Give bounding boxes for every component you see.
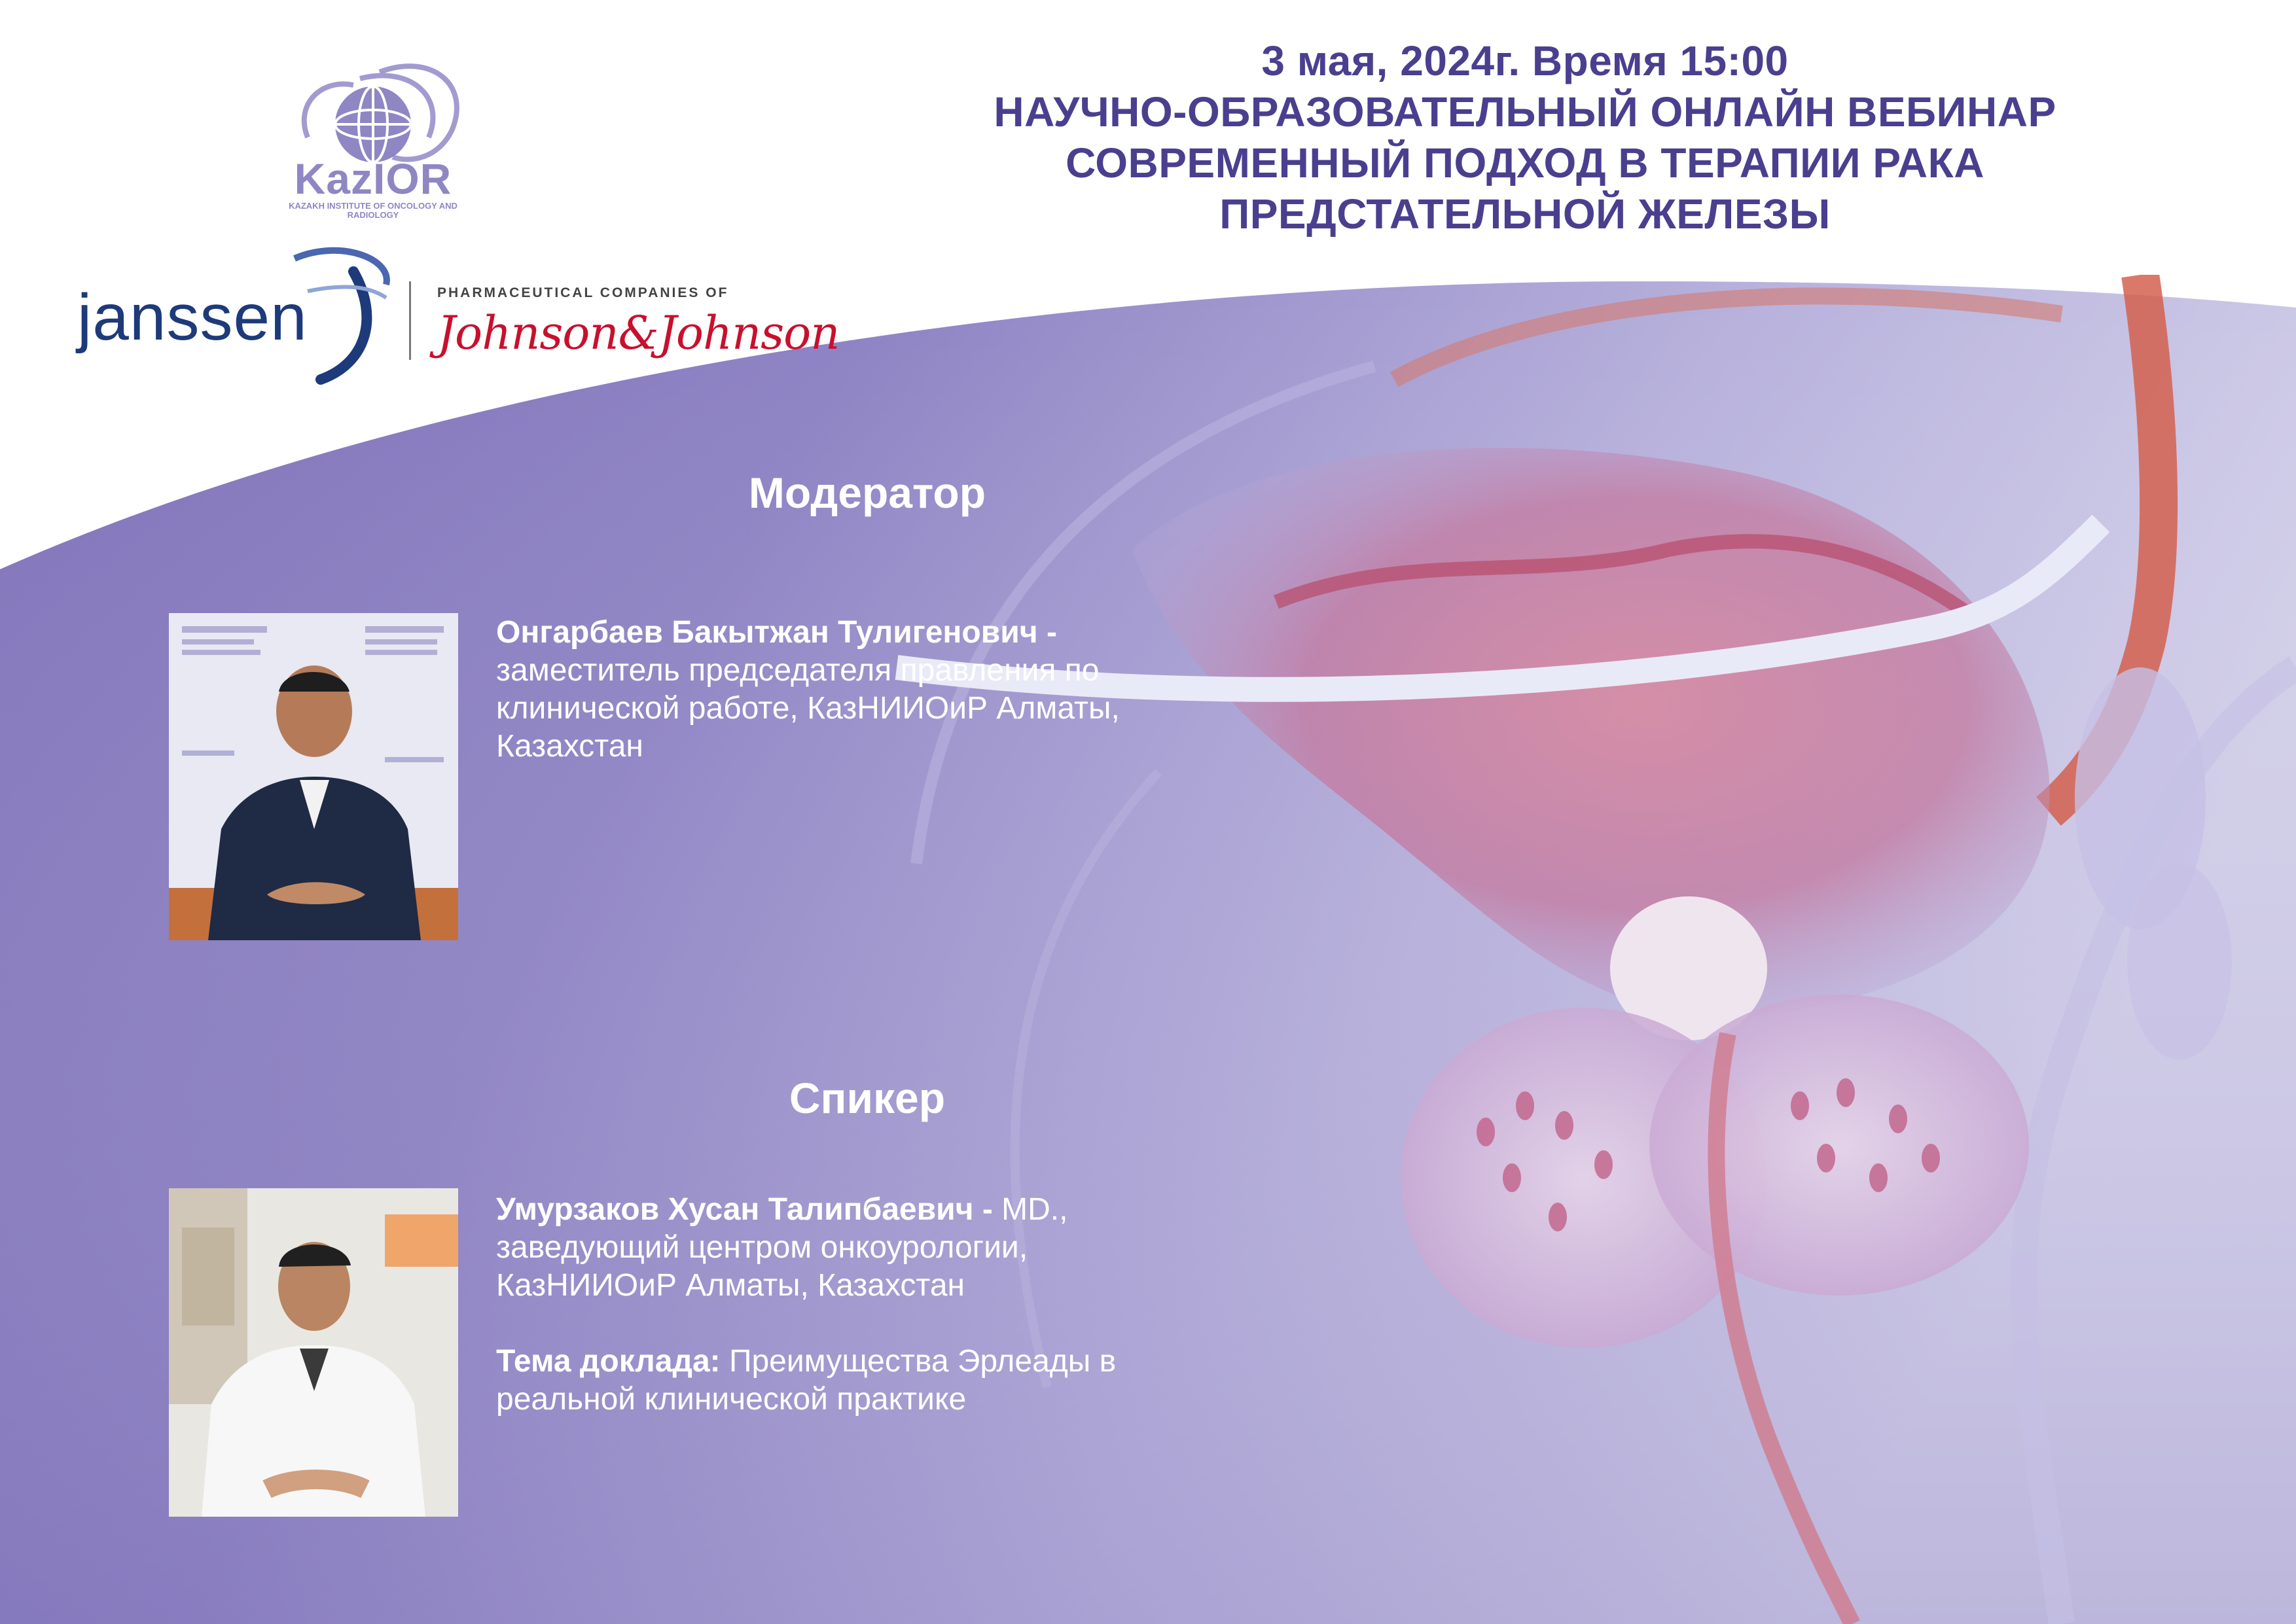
event-type-title: НАУЧНО-ОБРАЗОВАТЕЛЬНЫЙ ОНЛАЙН ВЕБИНАР <box>994 88 2056 135</box>
moderator-role-line3: Казахстан <box>496 729 643 764</box>
kazior-logo-subtitle: KAZAKH INSTITUTE OF ONCOLOGY AND RADIOLOGY <box>289 201 457 220</box>
logo-divider <box>409 281 411 360</box>
speaker-role-line1: заведующий центром онкоурологии, <box>496 1230 1028 1265</box>
moderator-info <box>496 614 1249 766</box>
speaker-degree: MD., <box>1001 1192 1068 1227</box>
moderator-role-line2: клинической работе, КазНИИОиР Алматы, <box>496 691 1120 726</box>
speaker-heading: Спикер <box>789 1074 946 1122</box>
moderator-photo <box>169 613 458 940</box>
speaker-info <box>496 1191 1249 1419</box>
topic-label: Тема доклада: <box>496 1344 721 1379</box>
johnson-johnson-logo-text: Johnson&Johnson <box>437 306 840 360</box>
moderator-name: Онгарбаев Бакытжан Тулигенович - <box>496 615 1057 650</box>
pharma-companies-label: PHARMACEUTICAL COMPANIES OF <box>437 285 729 300</box>
kazior-logo-text: KazIOR <box>294 154 452 203</box>
event-topic-line1: СОВРЕМЕННЫЙ ПОДХОД В ТЕРАПИИ РАКА <box>1066 139 1984 186</box>
event-topic-line2: ПРЕДСТАТЕЛЬНОЙ ЖЕЛЕЗЫ <box>1219 190 1831 238</box>
spacer <box>496 1305 1249 1343</box>
janssen-mark-icon <box>281 245 399 386</box>
speaker-name: Умурзаков Хусан Талипбаевич - <box>496 1192 1002 1227</box>
moderator-role-line1: заместитель председателя правления по <box>496 653 1100 688</box>
event-date-time: 3 мая, 2024г. Время 15:00 <box>1261 37 1789 84</box>
janssen-logo-text: janssen <box>77 281 308 354</box>
speaker-photo <box>169 1188 458 1517</box>
moderator-heading: Модератор <box>748 468 986 517</box>
topic-line1: Преимущества Эрлеады в <box>720 1344 1117 1379</box>
speaker-role-line2: КазНИИОиР Алматы, Казахстан <box>496 1268 965 1303</box>
topic-line2: реальной клинической практике <box>496 1382 967 1417</box>
